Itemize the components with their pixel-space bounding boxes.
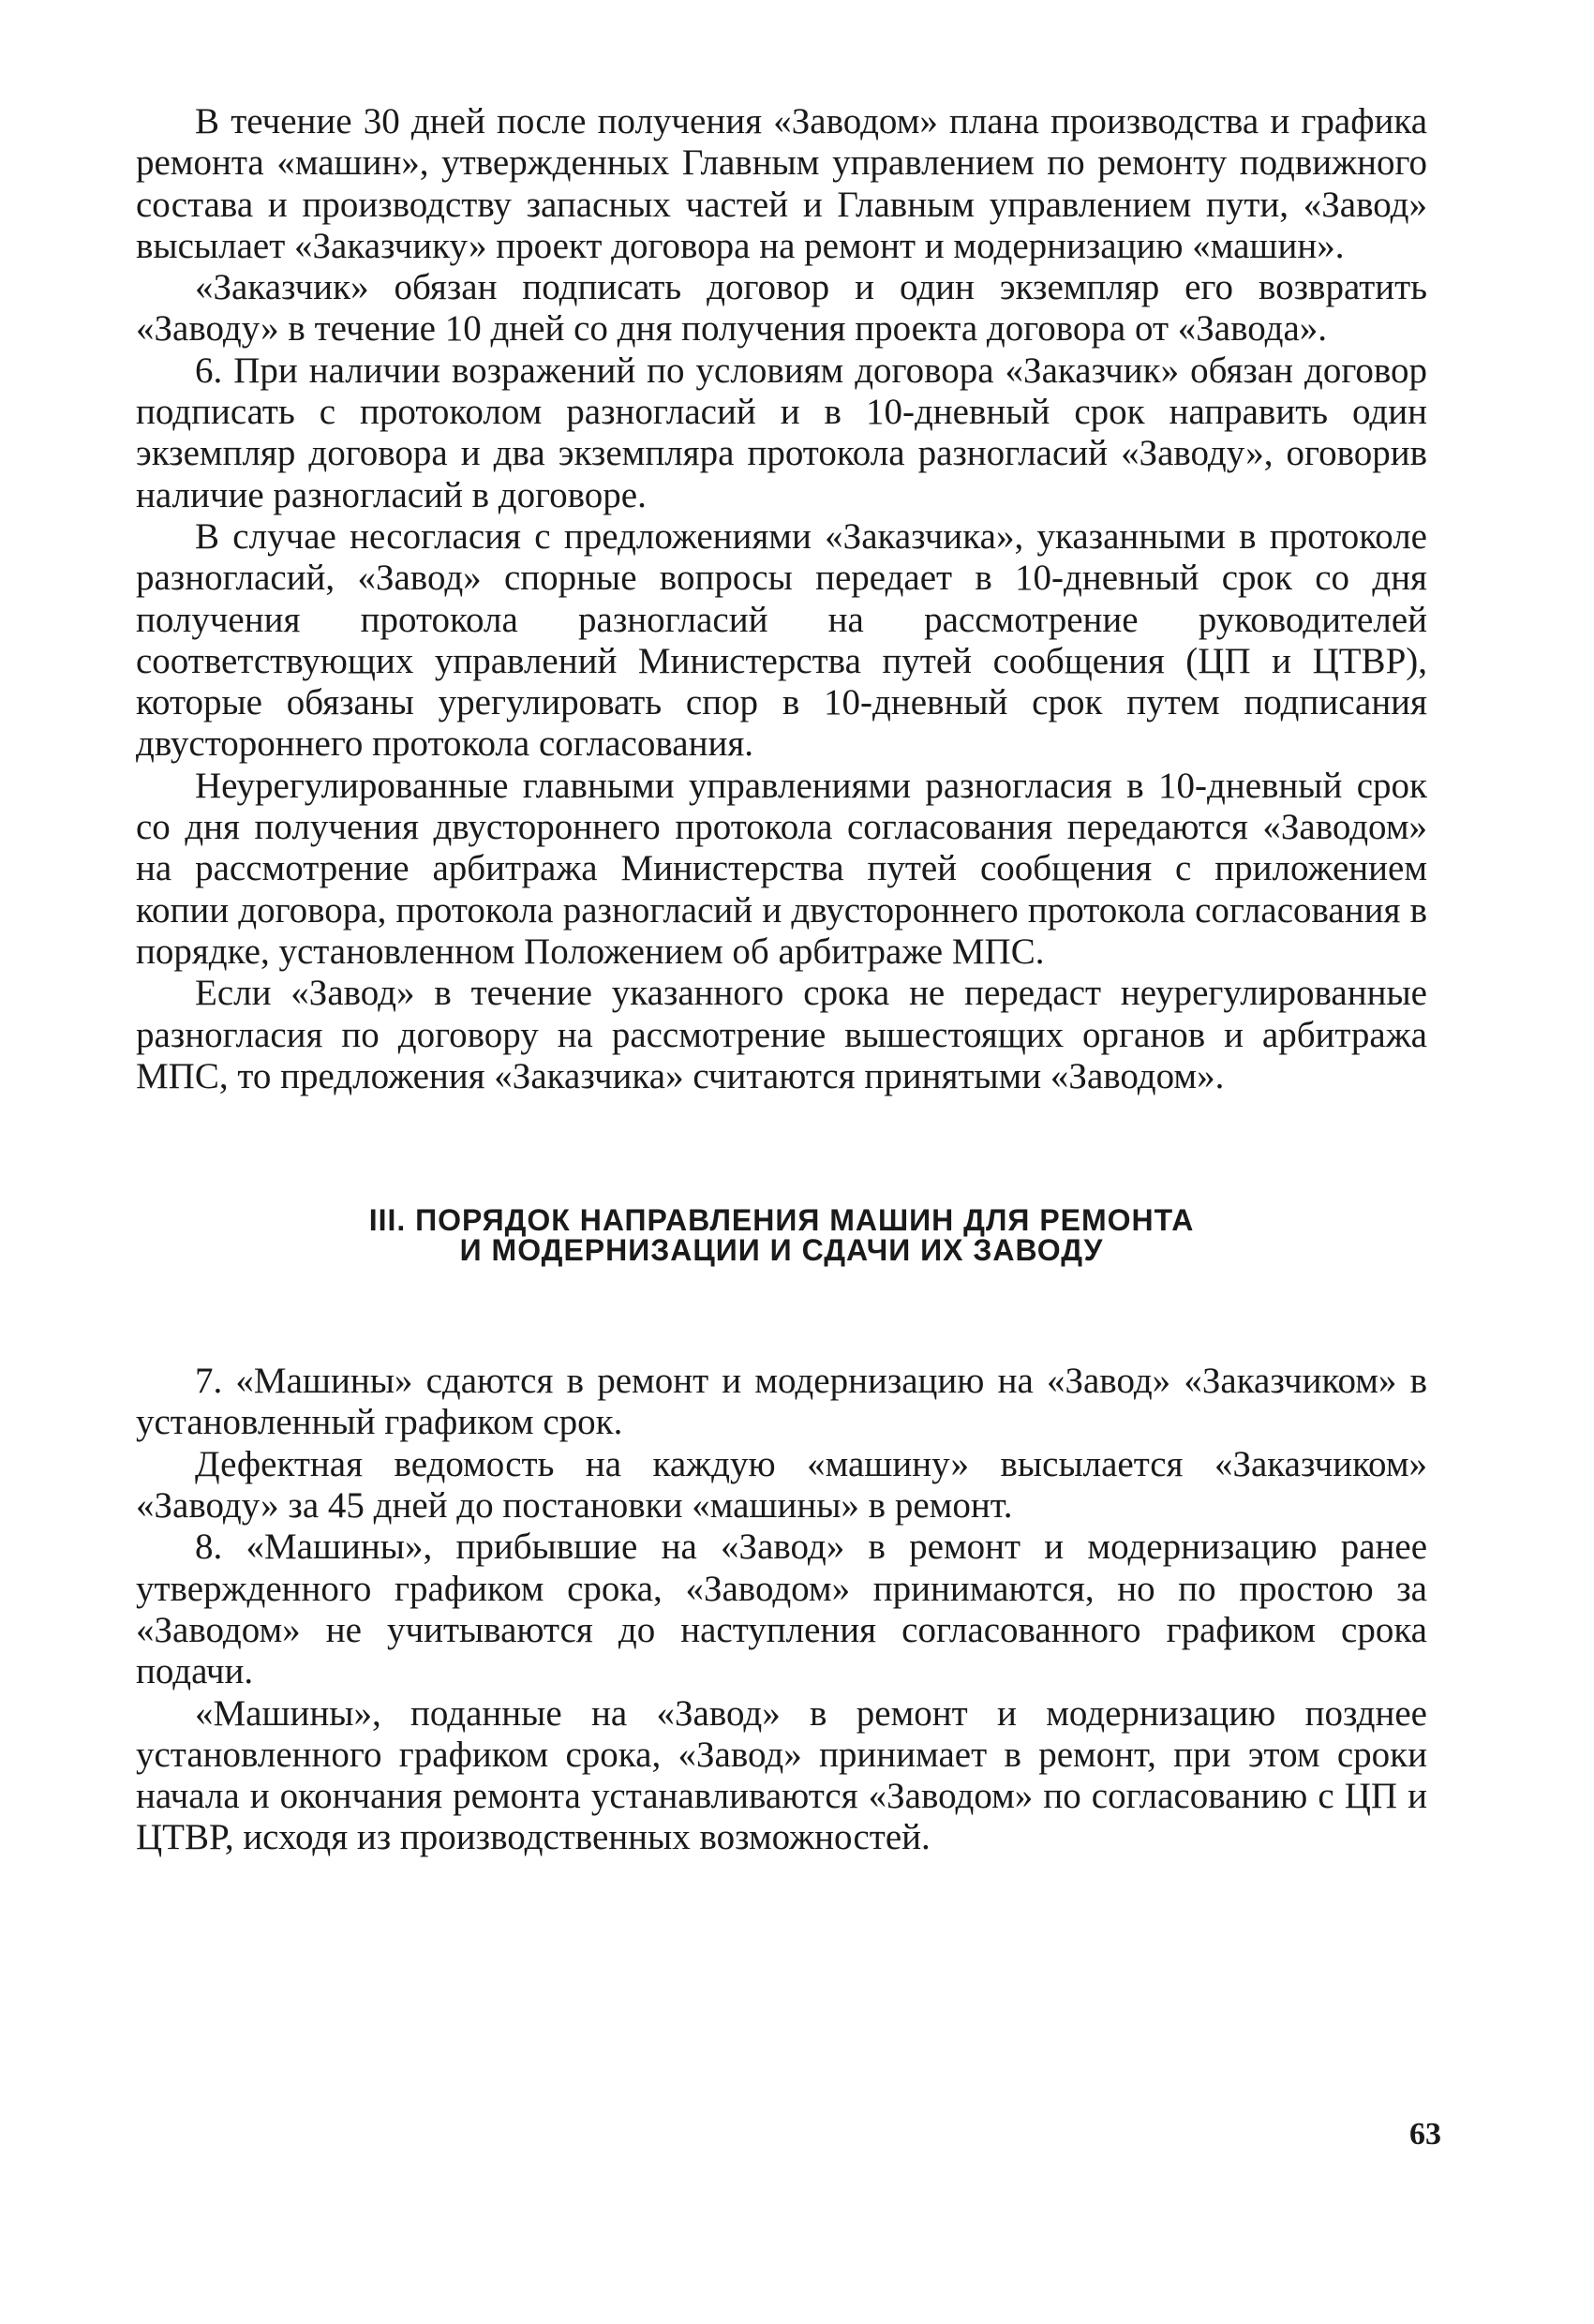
section-title-line-1: III. ПОРЯДОК НАПРАВЛЕНИЯ МАШИН ДЛЯ РЕМОНТА: [368, 1203, 1195, 1238]
paragraph-late-arrival: «Машины», поданные на «Завод» в ремонт и модернизацию позднее установленного графиком срока, «Завод» принимает в ремонт, при этом сроки начала и окончания ремонта устанавливаются «Заводом» по согласованию с ЦП и ЦТВР, исходя из производственных возможностей.: [136, 1692, 1427, 1858]
paragraph-disagreement: В случае несогласия с предложениями «Заказчика», указанными в протоколе разногласий, «Завод» спорные вопросы передает в 10-дневный срок со дня получения протокола разногласий на рассмотрение руководителей соответствующих управлений Министерства путей сообщения (ЦП и ЦТВР), которые обязаны урегулировать спор в 10-дневный срок путем подписания двустороннего протокола согласования.: [136, 515, 1427, 765]
paragraph-item-7-handover: 7. «Машины» сдаются в ремонт и модернизацию на «Завод» «Заказчиком» в установленный графиком срок.: [136, 1361, 1427, 1443]
paragraph-customer-signs: «Заказчик» обязан подписать договор и один экземпляр его возвратить «Заводу» в течение 10 дней со дня получения проекта договора от «Завода».: [136, 267, 1427, 350]
page-number: 63: [1409, 2117, 1441, 2152]
paragraph-item-6-objections: 6. При наличии возражений по условиям договора «Заказчик» обязан договор подписать с протоколом разногласий и в 10-дневный срок направить один экземпляр договора и два экземпляра протокола разногласий «Заводу», оговорив наличие разногласий в договоре.: [136, 350, 1427, 515]
paragraph-defect-statement: Дефектная ведомость на каждую «машину» высылается «Заказчиком» «Заводу» за 45 дней до постановки «машины» в ремонт.: [136, 1443, 1427, 1527]
paragraph-deemed-accepted: Если «Завод» в течение указанного срока не передаст неурегулированные разногласия по договору на рассмотрение вышестоящих органов и арбитража МПС, то предложения «Заказчика» считаются принятыми «Заводом».: [136, 973, 1427, 1096]
document-page: [136, 101, 1427, 1859]
paragraph-unresolved-arbitration: Неурегулированные главными управлениями разногласия в 10-дневный срок со дня получения двустороннего протокола согласования передаются «Заводом» на рассмотрение арбитража Министерства путей сообщения с приложением копии договора, протокола разногласий и двустороннего протокола согласования в порядке, установленном Положением об арбитраже МПС.: [136, 765, 1427, 972]
section-title-line-2: И МОДЕРНИЗАЦИИ И СДАЧИ ИХ ЗАВОДУ: [459, 1233, 1104, 1268]
paragraph-item-8-early-arrival: 8. «Машины», прибывшие на «Завод» в ремонт и модернизацию ранее утвержденного графиком срока, «Заводом» принимаются, но по простою за «Заводом» не учитываются до наступления согласованного графиком срока подачи.: [136, 1527, 1427, 1692]
paragraph-contract-draft: В течение 30 дней после получения «Заводом» плана производства и графика ремонта «машин», утвержденных Главным управлением по ремонту подвижного состава и производству запасных частей и Главным управлением пути, «Завод» высылает «Заказчику» проект договора на ремонт и модернизацию «машин».: [136, 101, 1427, 266]
section-title: [136, 1203, 1427, 1268]
